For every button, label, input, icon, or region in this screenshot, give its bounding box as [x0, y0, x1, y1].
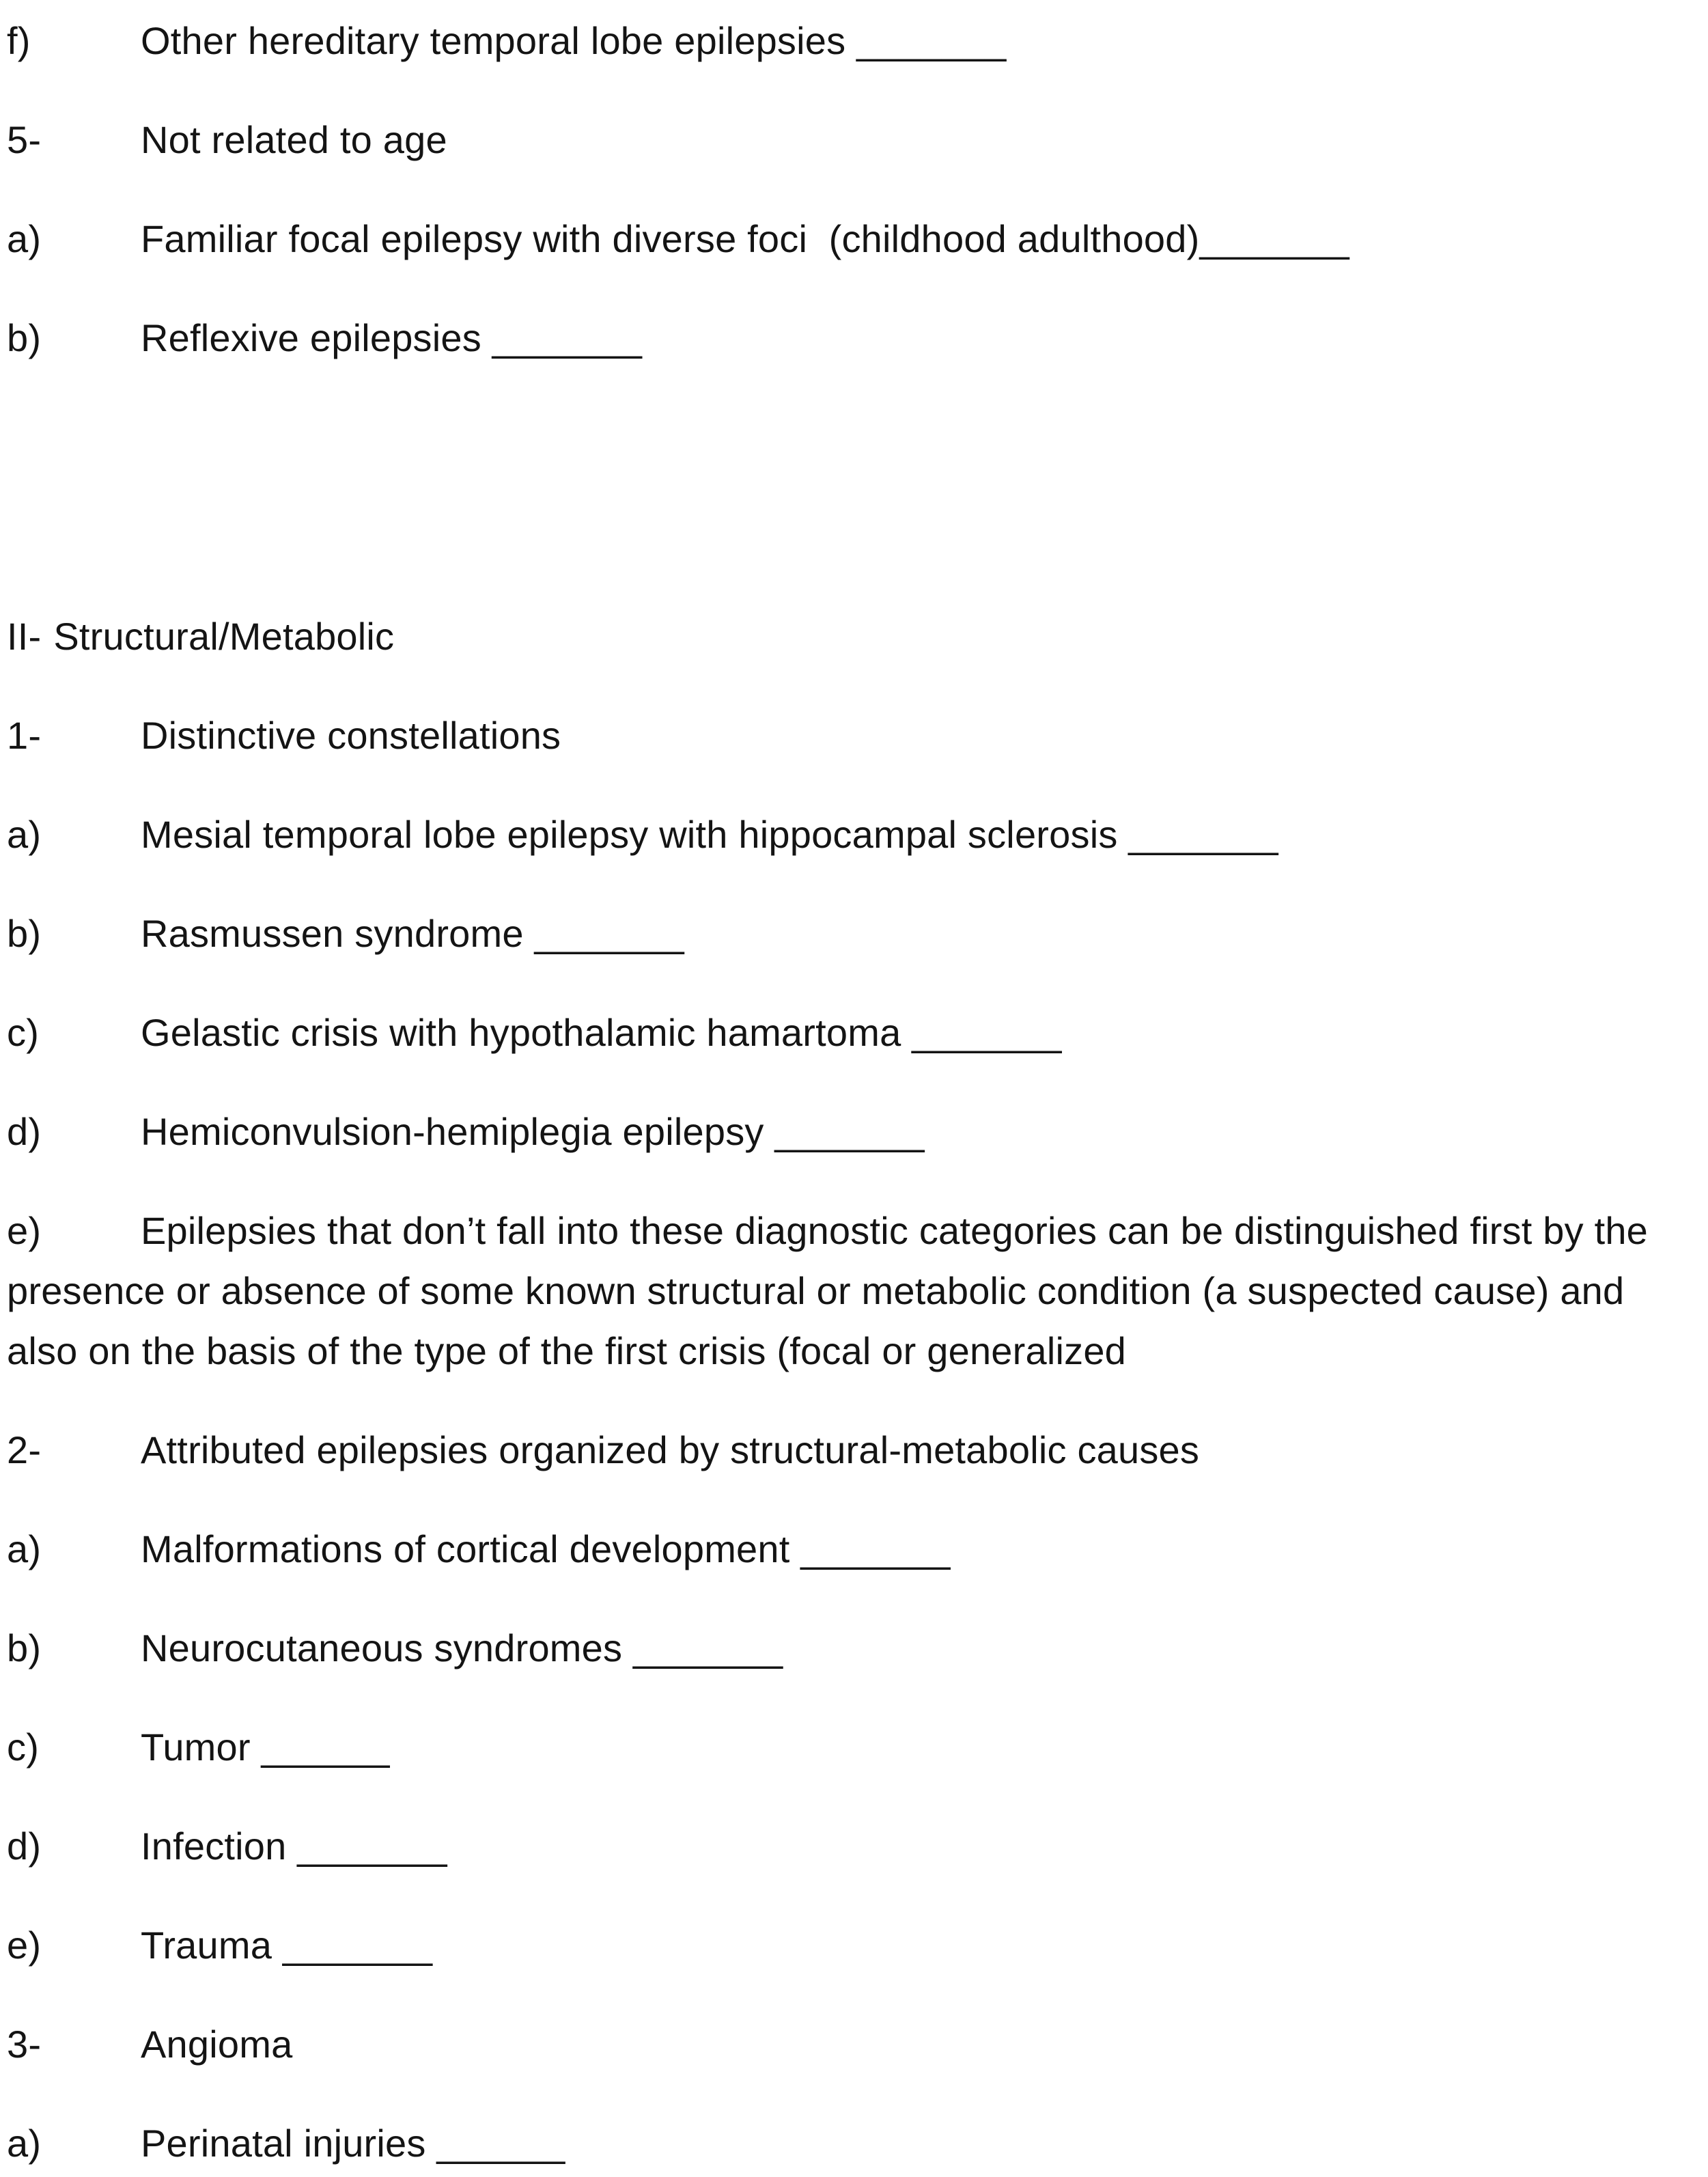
- list-marker: 5-: [7, 118, 42, 161]
- document-line: [7, 1420, 1696, 1480]
- list-marker: II-: [7, 615, 42, 658]
- document-line: [7, 209, 1696, 269]
- document-line: [7, 904, 1696, 964]
- list-marker: e): [7, 1924, 42, 1967]
- line-text: Malformations of cortical development _______: [141, 1527, 951, 1570]
- document-line: [7, 308, 1696, 368]
- document-line: [7, 11, 1696, 71]
- line-text: Familiar focal epilepsy with diverse foci (childhood adulthood)_______: [141, 217, 1349, 260]
- document-line: [7, 1717, 1696, 1777]
- document-line: [7, 805, 1696, 865]
- line-text: Attributed epilepsies organized by structural-metabolic causes: [141, 1428, 1200, 1471]
- line-text: Reflexive epilepsies _______: [141, 316, 643, 359]
- line-text: Hemiconvulsion-hemiplegia epilepsy _______: [141, 1110, 925, 1153]
- list-marker: a): [7, 813, 42, 856]
- list-marker: b): [7, 316, 42, 359]
- document-line: [7, 110, 1696, 170]
- document-line: [7, 1201, 1696, 1381]
- document-line: [7, 1915, 1696, 1975]
- line-text: Other hereditary temporal lobe epilepsies _______: [141, 19, 1007, 62]
- document-line: [7, 607, 1696, 667]
- list-marker: d): [7, 1825, 42, 1868]
- list-marker: b): [7, 912, 42, 955]
- line-text: Perinatal injuries ______: [141, 2122, 565, 2165]
- list-marker: d): [7, 1110, 42, 1153]
- list-marker: a): [7, 217, 42, 260]
- line-text: Not related to age: [141, 118, 447, 161]
- line-text: Distinctive constellations: [141, 714, 561, 757]
- line-text: Rasmussen syndrome _______: [141, 912, 684, 955]
- line-text: Structural/Metabolic: [53, 615, 395, 658]
- document-line: [7, 2113, 1696, 2174]
- line-text: Trauma _______: [141, 1924, 433, 1967]
- line-text: Gelastic crisis with hypothalamic hamartoma _______: [141, 1011, 1062, 1054]
- line-text: Neurocutaneous syndromes _______: [141, 1626, 783, 1669]
- line-text: Infection _______: [141, 1825, 447, 1868]
- list-marker: 2-: [7, 1428, 42, 1471]
- list-marker: a): [7, 2122, 42, 2165]
- list-marker: b): [7, 1626, 42, 1669]
- list-marker: f): [7, 19, 31, 62]
- document-line: [7, 2014, 1696, 2075]
- document-line: [7, 1618, 1696, 1678]
- document-line: [7, 1816, 1696, 1876]
- list-marker: a): [7, 1527, 42, 1570]
- line-text: Mesial temporal lobe epilepsy with hippocampal sclerosis _______: [141, 813, 1278, 856]
- list-marker: c): [7, 1011, 40, 1054]
- document-line: [7, 706, 1696, 766]
- list-marker: c): [7, 1725, 40, 1769]
- document-line: [7, 1519, 1696, 1579]
- line-text: Angioma: [141, 2023, 293, 2066]
- line-text: Tumor ______: [141, 1725, 390, 1769]
- list-marker: 1-: [7, 714, 42, 757]
- vertical-gap: [7, 407, 1696, 607]
- document-line: [7, 1102, 1696, 1162]
- list-marker: e): [7, 1209, 42, 1252]
- document-line: [7, 1003, 1696, 1063]
- list-marker: 3-: [7, 2023, 42, 2066]
- line-text: Epilepsies that don’t fall into these diagnostic categories can be distinguished first by the presence or absence of some known structural or metabolic condition (a suspected cause) and also on the basis of the type of the first crisis (focal or generalized: [7, 1209, 1659, 1372]
